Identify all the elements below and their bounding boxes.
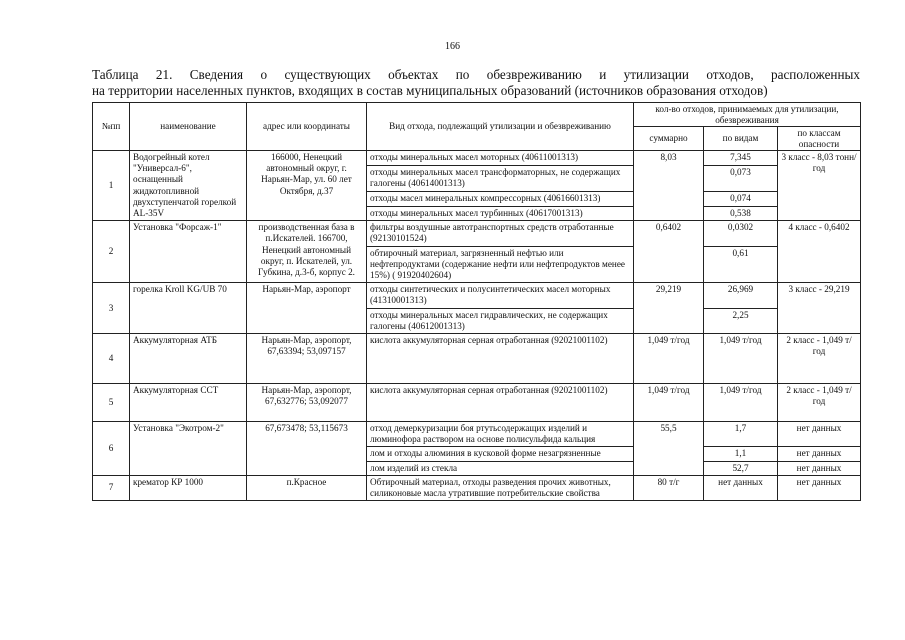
amount-by-type: 0,0302 [704,221,778,246]
amount-by-class: 4 класс - 0,6402 [778,221,861,283]
facility-name: Аккумуляторная АТБ [130,334,247,384]
waste-type: лом и отходы алюминия в кусковой форме незагрязненные [367,447,634,461]
facility-address: 166000, Ненецкий автономный округ, г. Нарьян-Мар, ул. 60 лет Октября, д.37 [247,151,367,221]
amount-by-type: 1,7 [704,422,778,447]
amount-by-type: 1,1 [704,447,778,461]
waste-type: отходы минеральных масел моторных (40611001313) [367,151,634,166]
amount-by-type: 0,073 [704,165,778,191]
row-number: 3 [93,283,130,334]
amount-total: 80 т/г [634,475,704,500]
header-num: №пп [93,103,130,151]
waste-type: отходы синтетических и полусинтетических масел моторных (41310001313) [367,283,634,308]
amount-by-class: нет данных [778,422,861,447]
header-waste-type: Вид отхода, подлежащий утилизации и обезвреживанию [367,103,634,151]
amount-by-class: 2 класс - 1,049 т/год [778,334,861,384]
amount-total: 0,6402 [634,221,704,283]
amount-total: 29,219 [634,283,704,334]
facility-name: горелка Kroll KG/UB 70 [130,283,247,334]
amount-by-type: 7,345 [704,151,778,166]
header-by-type: по видам [704,127,778,151]
waste-type: Обтирочный материал, отходы разведения прочих животных, силиконовые масла утратившие потребительские свойства [367,475,634,500]
header-name: наименование [130,103,247,151]
row-number: 4 [93,334,130,384]
facility-address: Нарьян-Мар, аэропорт, 67,632776; 53,092077 [247,384,367,422]
amount-total: 1,049 т/год [634,384,704,422]
table-header-row [93,103,861,127]
amount-by-type: 2,25 [704,308,778,333]
row-number: 2 [93,221,130,283]
waste-type: отходы минеральных масел гидравлических, не содержащих галогены (40612001313) [367,308,634,333]
facility-address: Нарьян-Мар, аэропорт [247,283,367,334]
table-row [93,221,861,246]
amount-by-type: 0,538 [704,206,778,221]
amount-total: 1,049 т/год [634,334,704,384]
facility-name: Установка "Экотром-2" [130,422,247,476]
waste-type: кислота аккумуляторная серная отработанная (92021001102) [367,334,634,384]
header-total: суммарно [634,127,704,151]
amount-total: 8,03 [634,151,704,221]
amount-by-type: 52,7 [704,461,778,475]
waste-type: лом изделий из стекла [367,461,634,475]
amount-total: 55,5 [634,422,704,476]
row-number: 5 [93,384,130,422]
facility-name: Аккумуляторная ССТ [130,384,247,422]
facility-name: Установка "Форсаж-1" [130,221,247,283]
facility-address: Нарьян-Мар, аэропорт, 67,63394; 53,097157 [247,334,367,384]
table-row [93,384,861,422]
page-number: 166 [445,41,460,52]
waste-type: отходы масел минеральных компрессорных (40616601313) [367,191,634,206]
table-row [93,151,861,166]
header-amount-group: кол-во отходов, принимаемых для утилизации, обезвреживания [634,103,861,127]
row-number: 7 [93,475,130,500]
facility-address: 67,673478; 53,115673 [247,422,367,476]
waste-type: кислота аккумуляторная серная отработанная (92021001102) [367,384,634,422]
waste-type: отходы минеральных масел трансформаторных, не содержащих галогены (40614001313) [367,165,634,191]
table-row [93,334,861,384]
table-row [93,475,861,500]
waste-facilities-table [92,102,861,501]
facility-address: производственная база в п.Искателей. 166700, Ненецкий автономный округ, п. Искателей, ул. Губкина, д.3-б, корпус 2. [247,221,367,283]
table-caption [92,67,860,98]
amount-by-class: нет данных [778,447,861,461]
waste-type: отходы минеральных масел турбинных (40617001313) [367,206,634,221]
header-address: адрес или координаты [247,103,367,151]
row-number: 1 [93,151,130,221]
caption-line-1: Таблица 21. Сведения о существующих объектах по обезвреживанию и утилизации отходов, расположенных [92,67,860,82]
waste-type: обтирочный материал, загрязненный нефтью или нефтепродуктами (содержание нефти или нефтепродуктов менее 15%) ( 91920402604) [367,246,634,283]
amount-by-class: 2 класс - 1,049 т/год [778,384,861,422]
amount-by-class: нет данных [778,461,861,475]
amount-by-type: 0,074 [704,191,778,206]
table-row [93,283,861,308]
amount-by-class: нет данных [778,475,861,500]
amount-by-class: 3 класс - 8,03 тонн/год [778,151,861,221]
caption-line-2: на территории населенных пунктов, входящих в состав муниципальных образований (источников образования отходов) [92,82,768,98]
amount-by-class: 3 класс - 29,219 [778,283,861,334]
waste-type: отход демеркуризации боя ртутьсодержащих изделий и люминофора раствором на основе полисульфида кальция [367,422,634,447]
waste-type: фильтры воздушные автотранспортных средств отработанные (92130101524) [367,221,634,246]
facility-address: п.Красное [247,475,367,500]
amount-by-type: 0,61 [704,246,778,283]
row-number: 6 [93,422,130,476]
amount-by-type: 26,969 [704,283,778,308]
facility-name: крематор КР 1000 [130,475,247,500]
header-by-class: по классам опасности [778,127,861,151]
table-row [93,422,861,447]
facility-name: Водогрейный котел "Универсал-6", оснащенный жидкотопливной двухступенчатой горелкой AL-35V [130,151,247,221]
amount-by-type: 1,049 т/год [704,334,778,384]
amount-by-type: 1,049 т/год [704,384,778,422]
amount-by-type: нет данных [704,475,778,500]
